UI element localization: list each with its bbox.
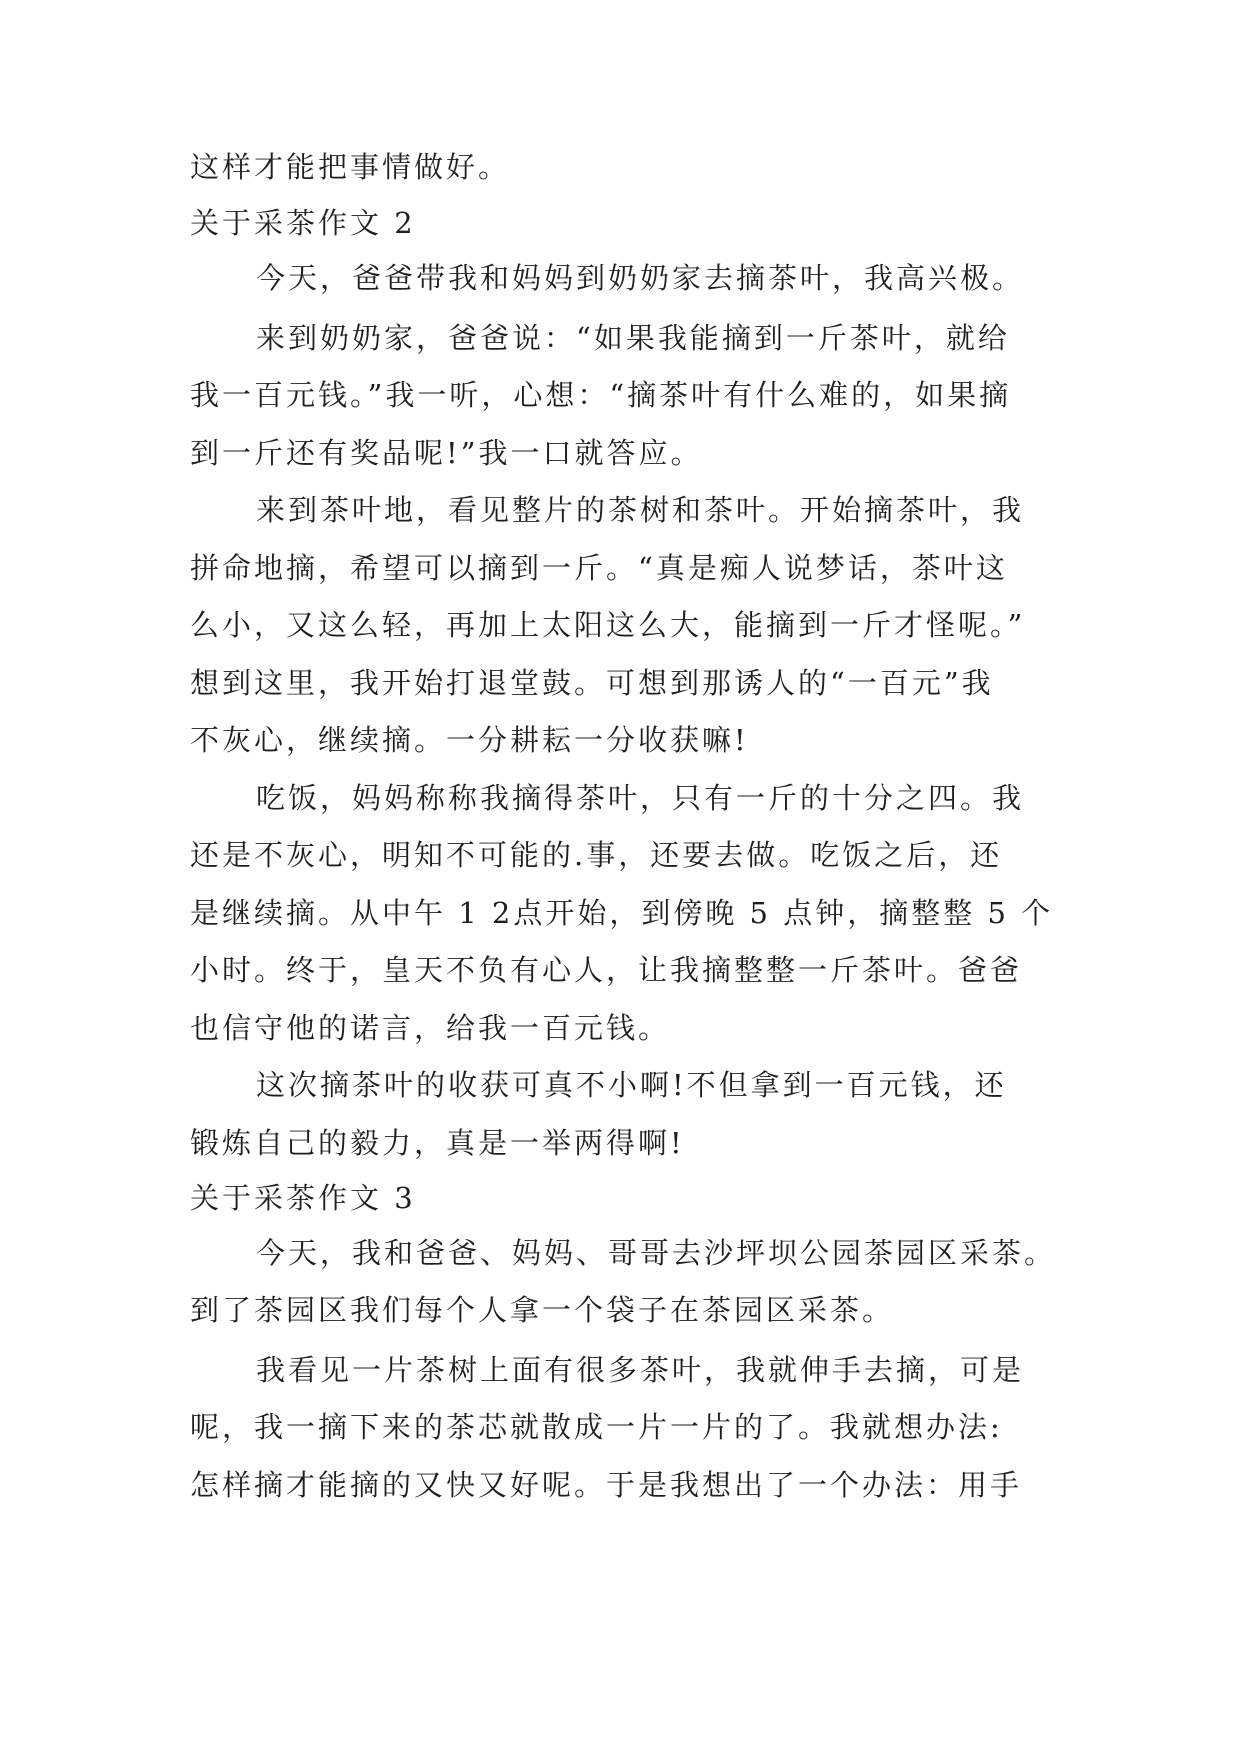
line-text: 拼命地摘，希望可以摘到一斤。“真是痴人说梦话，茶叶这 <box>190 551 1008 585</box>
line-text: 这次摘茶叶的收获可真不小啊!不但拿到一百元钱，还 <box>256 1068 1007 1102</box>
paragraph-first-line <box>0 774 1241 822</box>
text-line <box>0 1461 1241 1509</box>
line-text: 也信守他的诺言，给我一百元钱。 <box>190 1011 671 1045</box>
line-text: 想到这里，我开始打退堂鼓。可想到那诱人的“一百元”我 <box>190 666 994 700</box>
paragraph-first-line <box>0 1229 1241 1277</box>
line-text: 到了茶园区我们每个人拿一个袋子在茶园区采茶。 <box>190 1293 895 1327</box>
line-text: 吃饭，妈妈称称我摘得茶叶，只有一斤的十分之四。我 <box>256 781 1025 815</box>
text-line <box>0 1403 1241 1451</box>
text-line <box>0 429 1241 477</box>
line-text: 锻炼自己的毅力，真是一举两得啊! <box>190 1126 685 1160</box>
text-line <box>0 1286 1241 1334</box>
paragraph-first-line <box>0 254 1241 302</box>
section-heading <box>0 1174 1241 1222</box>
text-line <box>0 544 1241 592</box>
text-line <box>0 1119 1241 1167</box>
text-line <box>0 889 1241 937</box>
text-line <box>0 716 1241 764</box>
text-line <box>0 946 1241 994</box>
line-text: 怎样摘才能摘的又快又好呢。于是我想出了一个办法：用手 <box>190 1468 1023 1502</box>
paragraph-first-line <box>0 486 1241 534</box>
line-text: 今天，爸爸带我和妈妈到奶奶家去摘茶叶，我高兴极。 <box>256 261 1025 295</box>
paragraph-first-line <box>0 1346 1241 1394</box>
text-line <box>0 1004 1241 1052</box>
paragraph-first-line <box>0 314 1241 362</box>
line-text: 么小，又这么轻，再加上太阳这么大，能摘到一斤才怪呢。” <box>190 608 1026 642</box>
line-text: 不灰心，继续摘。一分耕耘一分收获嘛! <box>190 723 749 757</box>
text-line <box>0 831 1241 879</box>
line-text: 来到奶奶家，爸爸说：“如果我能摘到一斤茶叶，就给 <box>256 321 1010 355</box>
line-text: 还是不灰心，明知不可能的.事，还要去做。吃饭之后，还 <box>190 838 1003 872</box>
text-line <box>0 143 1241 191</box>
heading-text: 关于采茶作文 3 <box>190 1181 416 1215</box>
line-text: 来到茶叶地，看见整片的茶树和茶叶。开始摘茶叶，我 <box>256 493 1025 527</box>
line-text: 是继续摘。从中午 1 2点开始，到傍晚 5 点钟，摘整整 5 个 <box>190 896 1054 930</box>
line-text: 我一百元钱。”我一听，心想：“摘茶叶有什么难的，如果摘 <box>190 378 1012 412</box>
paragraph-first-line <box>0 1061 1241 1109</box>
line-text: 到一斤还有奖品呢!”我一口就答应。 <box>190 436 703 470</box>
line-text: 呢，我一摘下来的茶芯就散成一片一片的了。我就想办法: <box>190 1410 1003 1444</box>
line-text: 我看见一片茶树上面有很多茶叶，我就伸手去摘，可是 <box>256 1353 1025 1387</box>
text-line <box>0 659 1241 707</box>
heading-text: 关于采茶作文 2 <box>190 206 416 240</box>
text-line <box>0 601 1241 649</box>
line-text: 这样才能把事情做好。 <box>190 150 511 184</box>
line-text: 今天，我和爸爸、妈妈、哥哥去沙坪坝公园茶园区采茶。 <box>256 1236 1057 1270</box>
section-heading <box>0 199 1241 247</box>
line-text: 小时。终于，皇天不负有心人，让我摘整整一斤茶叶。爸爸 <box>190 953 1023 987</box>
text-line <box>0 371 1241 419</box>
